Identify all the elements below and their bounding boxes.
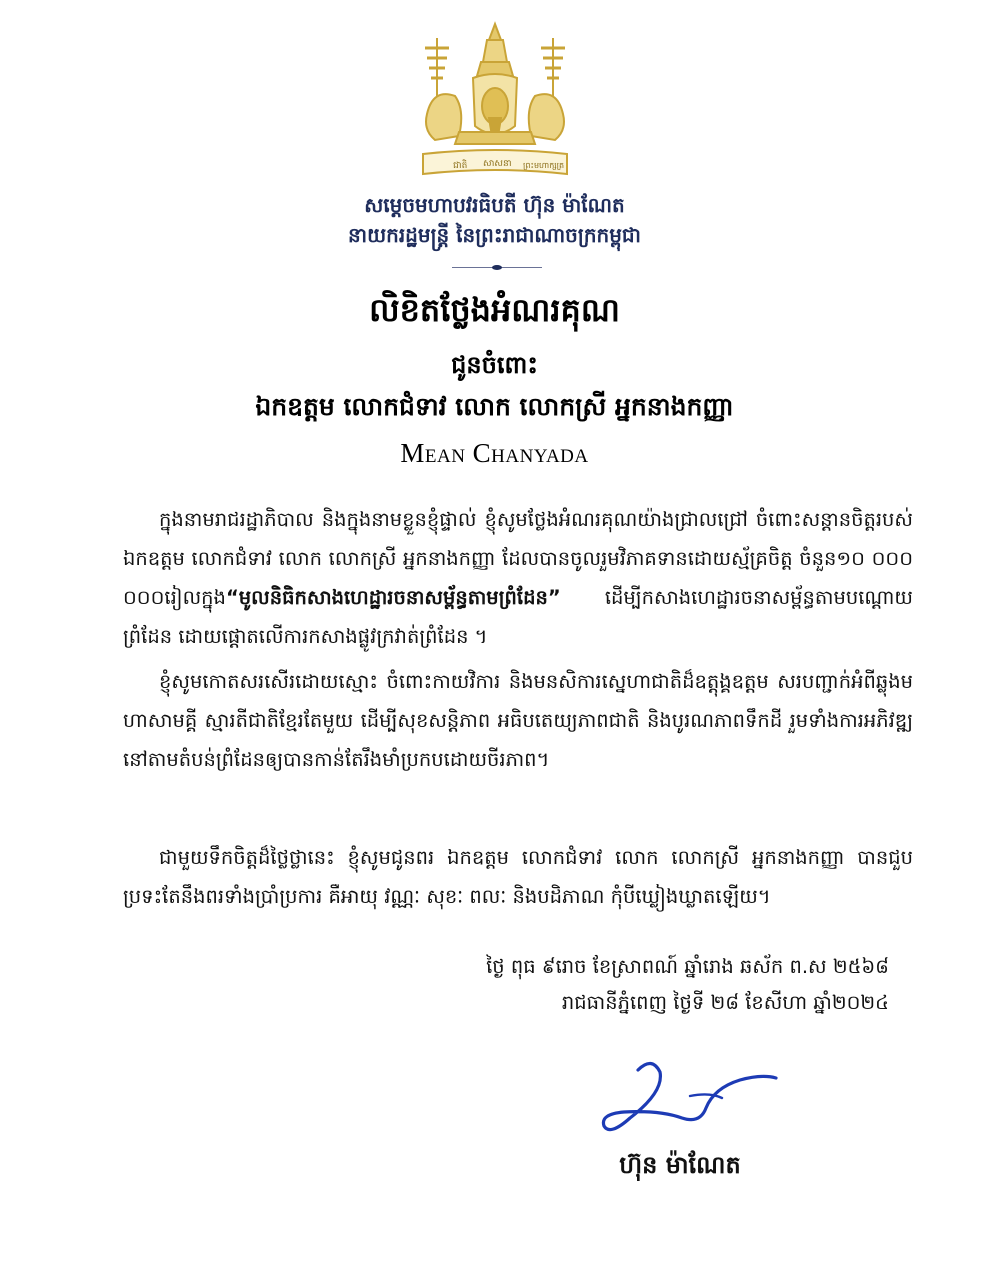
royal-cambodia-emblem-icon bbox=[415, 18, 575, 190]
addressed-to: ជូនចំពោះ bbox=[451, 351, 538, 379]
header-divider-ornament bbox=[492, 265, 502, 270]
lunar-date: ថ្ងៃ ពុធ ៩រោច ខែស្រាពណ៍ ឆ្នាំរោង ឆស័ក ព.ស ២៥៦៨ bbox=[486, 955, 889, 978]
recipient-name: Mean Chanyada bbox=[400, 438, 589, 468]
place-and-date: រាជធានីភ្នំពេញ ថ្ងៃទី ២៨ ខែសីហា ឆ្នាំ២០២៤ bbox=[561, 991, 889, 1014]
paragraph-1-text: ក្នុងនាមរាជរដ្ឋាភិបាល និងក្នុងនាមខ្លួនខ្ញុំផ្ទាល់ ខ្ញុំសូមថ្លែងអំណរគុណយ៉ាងជ្រាលជ្រៅ ចំពោះសន្តានចិត្តរបស់ឯកឧត្តម លោកជំទាវ លោក លោកស្រី អ្នកនាងកញ្ញា ដែលបានចូលរួមវិភាគទានដោយស្ម័គ្រចិត្ត ចំនួន១០ ០០០ ០០០រៀលក្នុង bbox=[123, 508, 913, 609]
office-subtitle: នាយករដ្ឋមន្ត្រី នៃព្រះរាជាណាចក្រកម្ពុជា bbox=[348, 223, 641, 247]
paragraph-3 bbox=[123, 838, 913, 916]
letter-title: លិខិតថ្លែងអំណរគុណ bbox=[369, 291, 620, 329]
paragraph-2 bbox=[123, 662, 913, 779]
paragraph-1 bbox=[123, 500, 913, 656]
office-title: សម្តេចមហាបវរធិបតី ហ៊ុន ម៉ាណែត bbox=[364, 193, 625, 217]
paragraph-3-text: ជាមួយទឹកចិត្តដ៏ថ្លៃថ្លានេះ ខ្ញុំសូមជូនពរ ឯកឧត្តម លោកជំទាវ លោក លោកស្រី អ្នកនាងកញ្ញា បានជួបប្រទះតែនឹងពរទាំងប្រាំប្រការ គឺអាយុ វណ្ណៈ សុខៈ ពលៈ និងបដិភាណ កុំបីឃ្លៀងឃ្លាតឡើយ។ bbox=[123, 846, 913, 908]
signer-name: ហ៊ុន ម៉ាណែត bbox=[619, 1151, 741, 1179]
emblem-banner-text: ជាតិ bbox=[453, 161, 468, 171]
recipient-honorifics: ឯកឧត្តម លោកជំទាវ លោក លោកស្រី អ្នកនាងកញ្ញា bbox=[255, 392, 734, 421]
emblem-banner-text: សាសនា bbox=[483, 159, 512, 169]
paragraph-1-text-end: ដើម្បីកសាងហេដ្ឋារចនាសម្ព័ន្ធតាមបណ្តោយព្រំដែន ដោយផ្តោតលើការកសាងផ្លូវក្រវាត់ព្រំដែន ។ bbox=[123, 586, 913, 648]
signature-image bbox=[590, 1052, 790, 1142]
emblem-banner-text: ព្រះមហាក្សត្រ bbox=[523, 161, 565, 170]
paragraph-2-text: ខ្ញុំសូមកោតសរសើរដោយស្មោះ ចំពោះកាយវិការ និងមនសិការស្នេហាជាតិដ៏ឧត្តុង្គឧត្តម សរបញ្ជាក់អំពីឆ្លុងមហាសាមគ្គី ស្មារតីជាតិខ្មែរតែមួយ ដើម្បីសុខសន្តិភាព អធិបតេយ្យភាពជាតិ និងបូរណភាពទឹកដី រួមទាំងការអភិវឌ្ឍនៅតាមតំបន់ព្រំដែនឲ្យបានកាន់តែរឹងមាំប្រកបដោយចីរភាព។ bbox=[123, 670, 913, 771]
fund-name: “មូលនិធិកសាងហេដ្ឋារចនាសម្ព័ន្ធតាមព្រំដែន” bbox=[225, 586, 561, 609]
